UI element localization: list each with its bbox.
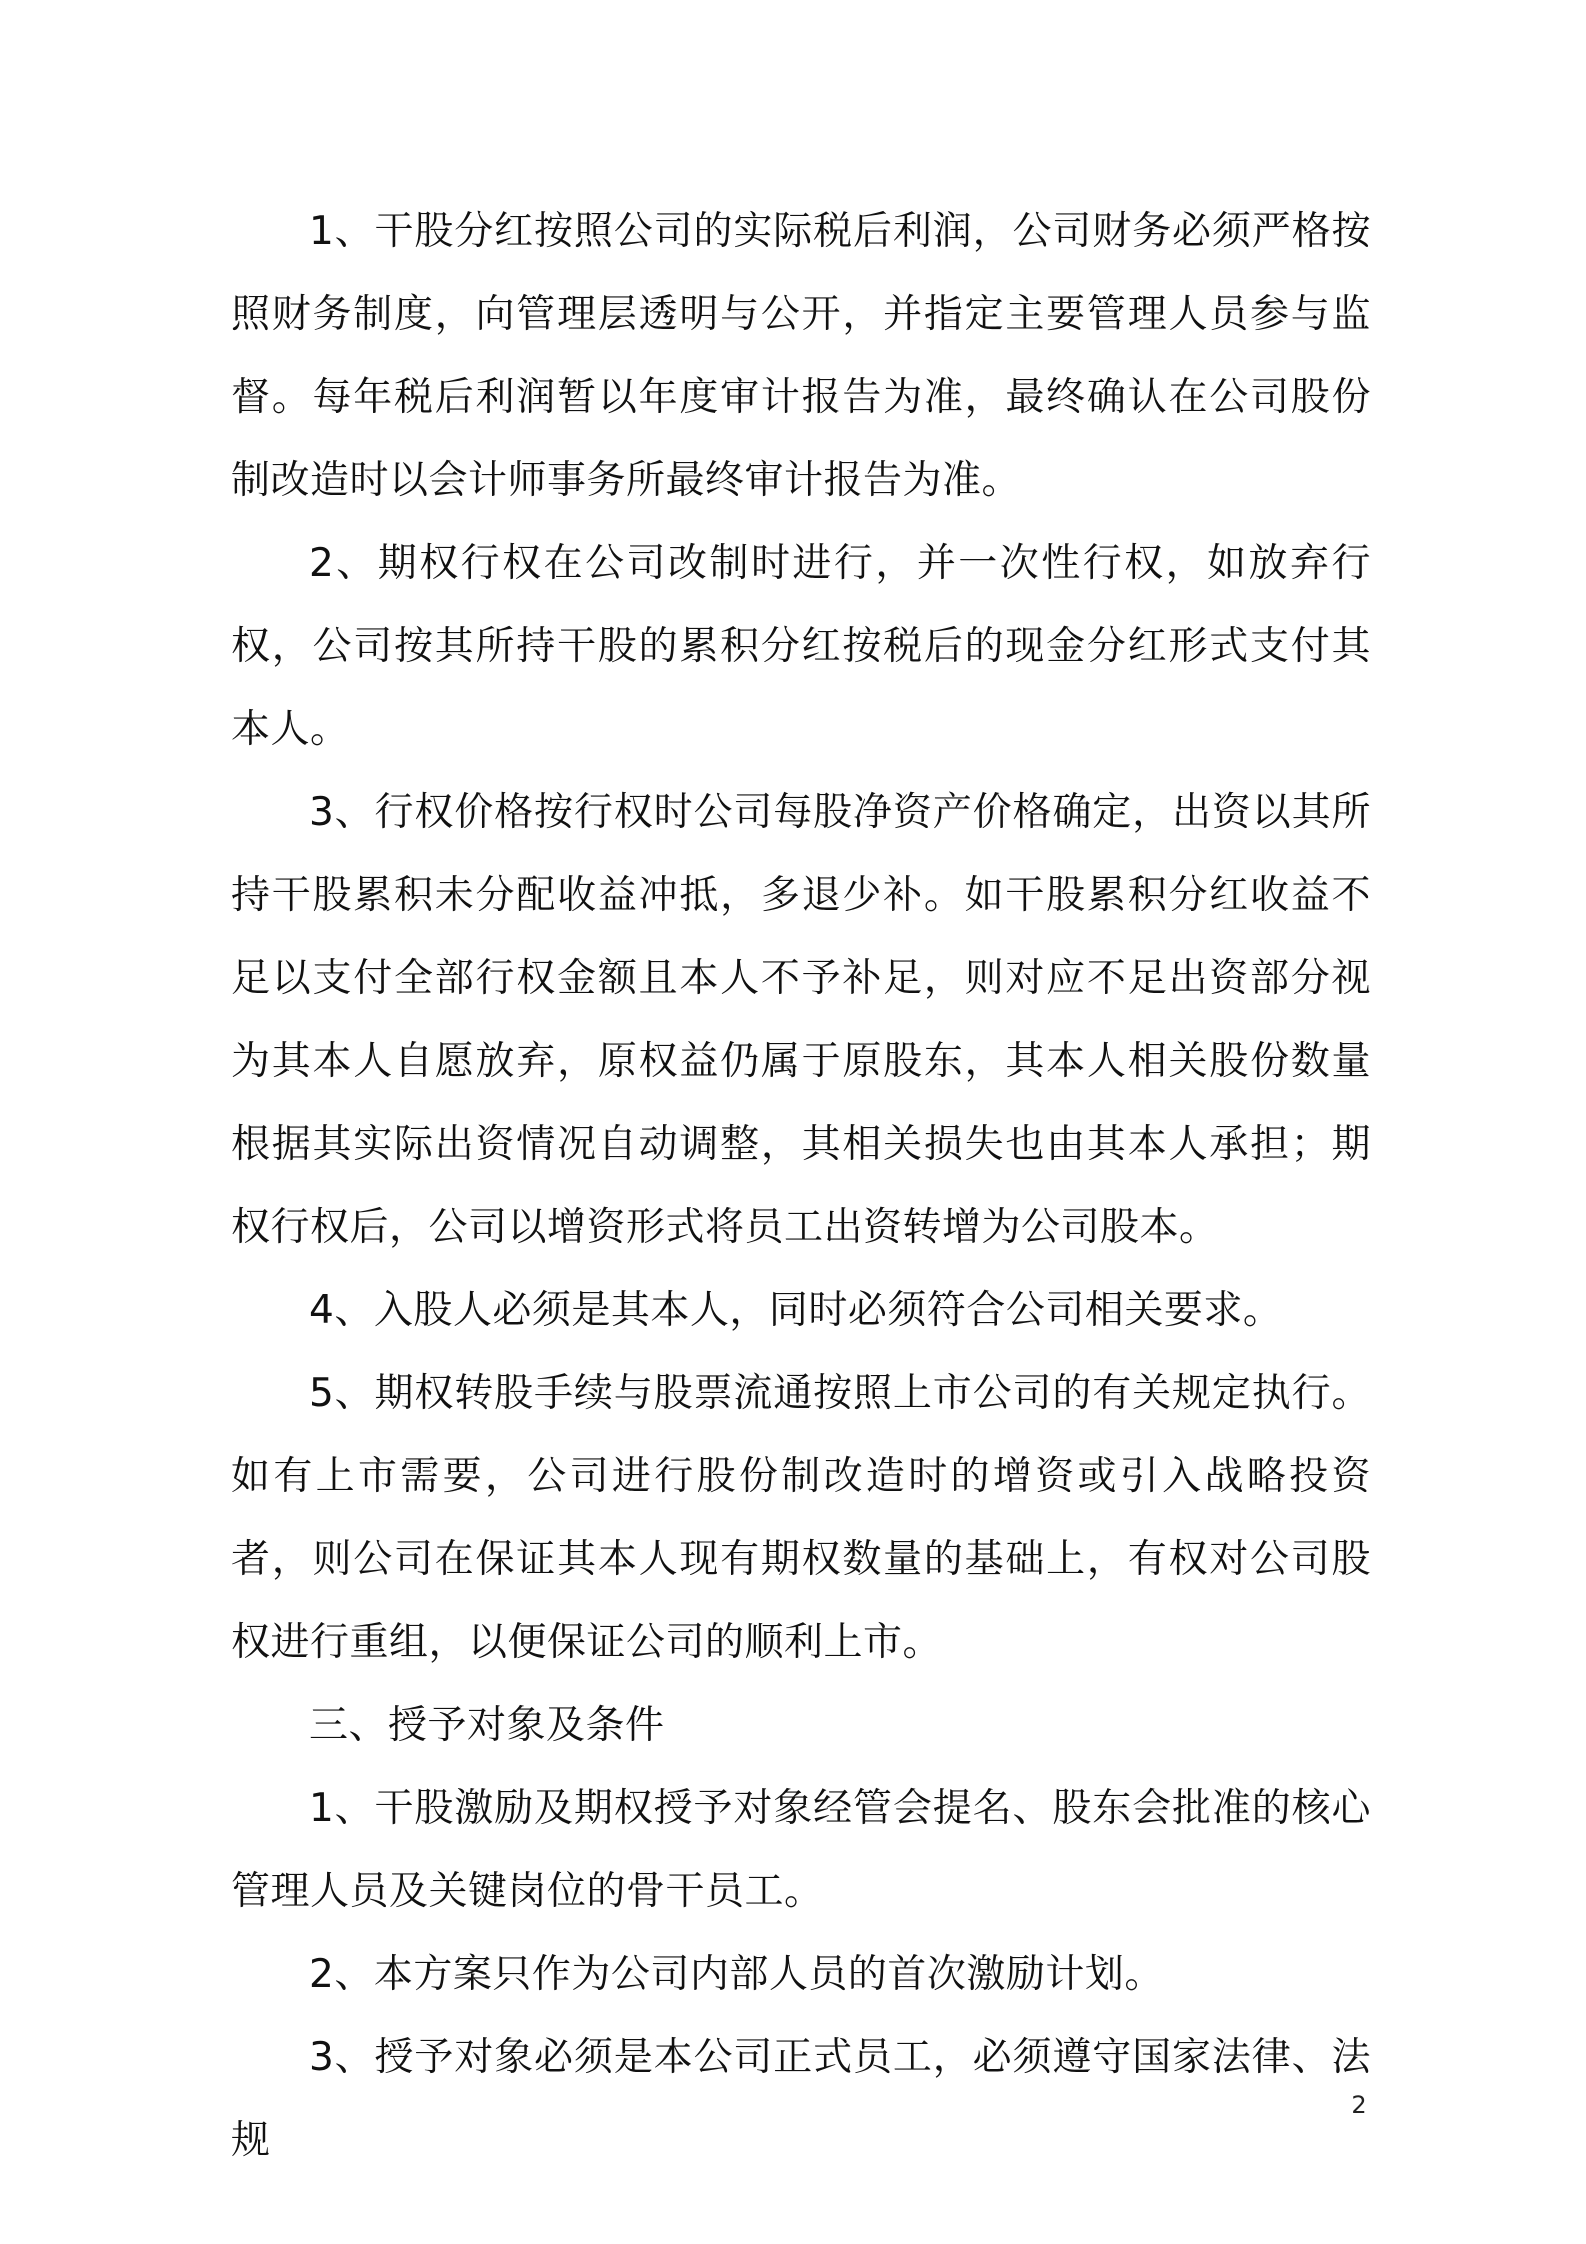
page-number: 2 bbox=[1351, 2091, 1367, 2119]
paragraph-share-conversion: 5、期权转股手续与股票流通按照上市公司的有关规定执行。如有上市需要，公司进行股份制改造时的增资或引入战略投资者，则公司在保证其本人现有期权数量的基础上，有权对公司股权进行重组，以便保证公司的顺利上市。 bbox=[231, 1371, 1371, 1665]
paragraph-exercise-price: 3、行权价格按行权时公司每股净资产价格确定，出资以其所持干股累积未分配收益冲抵，多退少补。如干股累积分红收益不足以支付全部行权金额且本人不予补足，则对应不足出资部分视为其本人自愿放弃，原权益仍属于原股东，其本人相关股份数量根据其实际出资情况自动调整，其相关损失也由其本人承担；期权行权后，公司以增资形式将员工出资转增为公司股本。 bbox=[231, 790, 1371, 1250]
section-heading-grant-conditions: 三、授予对象及条件 bbox=[309, 1703, 665, 1748]
paragraph-first-incentive-plan: 2、本方案只作为公司内部人员的首次激励计划。 bbox=[309, 1952, 1164, 1997]
paragraph-formal-employee: 3、授予对象必须是本公司正式员工，必须遵守国家法律、法规 bbox=[231, 2035, 1371, 2163]
document-body bbox=[231, 190, 1371, 2182]
paragraph-grant-recipients: 1、干股激励及期权授予对象经管会提名、股东会批准的核心管理人员及关键岗位的骨干员工。 bbox=[231, 1786, 1371, 1914]
paragraph-option-exercise: 2、期权行权在公司改制时进行，并一次性行权，如放弃行权，公司按其所持干股的累积分红按税后的现金分红形式支付其本人。 bbox=[231, 541, 1371, 752]
paragraph-shareholder-requirement: 4、入股人必须是其本人，同时必须符合公司相关要求。 bbox=[309, 1288, 1283, 1333]
paragraph-dividend-profit: 1、干股分红按照公司的实际税后利润，公司财务必须严格按照财务制度，向管理层透明与公开，并指定主要管理人员参与监督。每年税后利润暂以年度审计报告为准，最终确认在公司股份制改造时以会计师事务所最终审计报告为准。 bbox=[231, 209, 1371, 503]
